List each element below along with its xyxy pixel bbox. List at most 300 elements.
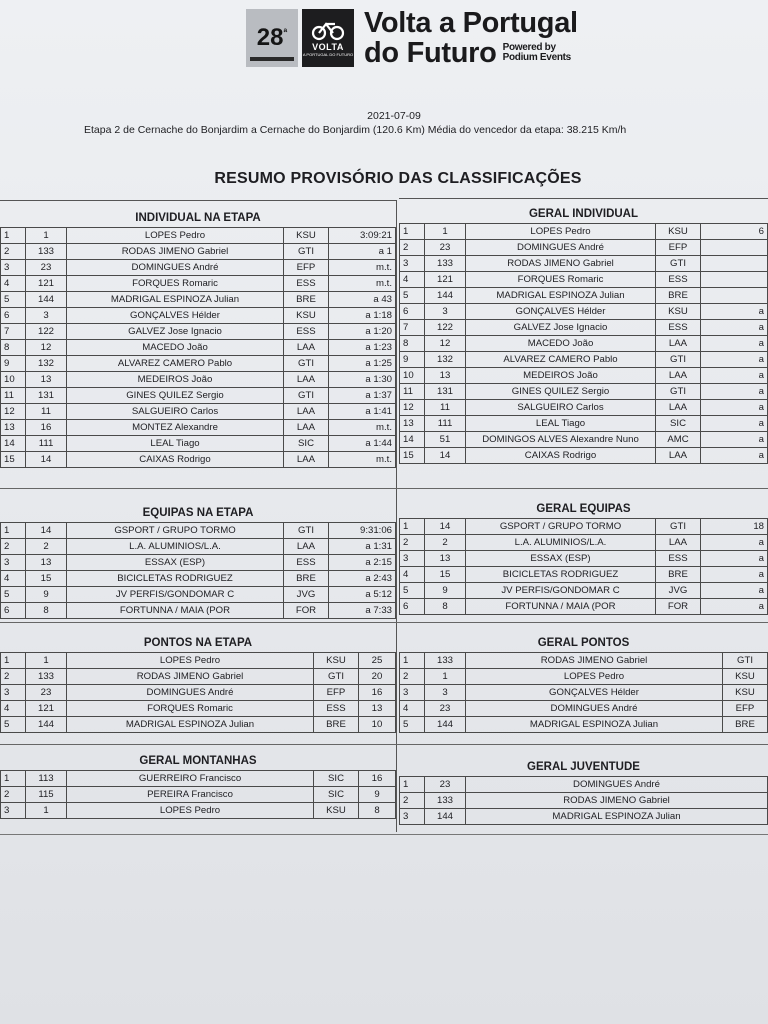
name-cell: MADRIGAL ESPINOZA Julian — [466, 717, 723, 733]
name-cell: BICICLETAS RODRIGUEZ — [466, 567, 656, 583]
youth-panel — [399, 750, 768, 825]
table-row — [1, 701, 396, 717]
table-row — [1, 452, 396, 468]
bib-cell: 144 — [425, 809, 466, 825]
bib-cell: 23 — [26, 260, 67, 276]
bib-cell: 13 — [26, 555, 67, 571]
name-cell: DOMINGOS ALVES Alexandre Nuno — [466, 432, 656, 448]
bib-cell: 144 — [425, 717, 466, 733]
team-cell: LAA — [656, 336, 701, 352]
bib-cell: 132 — [425, 352, 466, 368]
name-cell: MACEDO João — [67, 340, 284, 356]
team-cell: ESS — [314, 701, 359, 717]
value-cell — [701, 240, 768, 256]
table-row — [400, 793, 768, 809]
rank-cell: 12 — [400, 400, 425, 416]
name-cell: DOMINGUES André — [67, 685, 314, 701]
rank-cell: 5 — [400, 583, 425, 599]
points-stage-panel — [0, 626, 396, 733]
brand-line1: Volta a Portugal — [364, 7, 578, 39]
bib-cell: 113 — [26, 771, 67, 787]
name-cell: SALGUEIRO Carlos — [67, 404, 284, 420]
name-cell: LOPES Pedro — [67, 228, 284, 244]
panel-title: GERAL JUVENTUDE — [527, 761, 640, 773]
team-cell: JVG — [284, 587, 329, 603]
name-cell: FORTUNNA / MAIA (POR — [466, 599, 656, 615]
rank-cell: 3 — [400, 551, 425, 567]
bib-cell: 133 — [425, 256, 466, 272]
section-divider — [0, 488, 768, 489]
bib-cell: 1 — [425, 669, 466, 685]
value-cell: m.t. — [329, 260, 396, 276]
name-cell: CAIXAS Rodrigo — [67, 452, 284, 468]
table-row — [1, 292, 396, 308]
bib-cell: 133 — [425, 793, 466, 809]
value-cell: a 1:18 — [329, 308, 396, 324]
bib-cell: 111 — [425, 416, 466, 432]
rank-cell: 4 — [1, 571, 26, 587]
rank-cell: 10 — [400, 368, 425, 384]
name-cell: LOPES Pedro — [466, 669, 723, 685]
name-cell: LOPES Pedro — [67, 653, 314, 669]
team-cell: EFP — [284, 260, 329, 276]
general-points-panel — [399, 626, 768, 733]
table-row — [400, 583, 768, 599]
rank-cell: 6 — [1, 308, 26, 324]
bib-cell: 13 — [425, 551, 466, 567]
name-cell: GONÇALVES Hélder — [466, 304, 656, 320]
table-row — [1, 653, 396, 669]
table-row — [1, 603, 396, 619]
rank-cell: 7 — [1, 324, 26, 340]
rank-cell: 15 — [400, 448, 425, 464]
name-cell: JV PERFIS/GONDOMAR C — [67, 587, 284, 603]
rank-cell: 11 — [1, 388, 26, 404]
bib-cell: 8 — [26, 603, 67, 619]
name-cell: GALVEZ Jose Ignacio — [466, 320, 656, 336]
name-cell: ALVAREZ CAMERO Pablo — [466, 352, 656, 368]
panel-title: GERAL EQUIPAS — [536, 503, 631, 515]
rank-cell: 4 — [1, 701, 26, 717]
table-row — [400, 599, 768, 615]
name-cell: MACEDO João — [466, 336, 656, 352]
bib-cell: 13 — [425, 368, 466, 384]
team-cell: BRE — [284, 292, 329, 308]
edition-bar — [250, 57, 294, 61]
table-row — [1, 324, 396, 340]
value-cell: a 2:15 — [329, 555, 396, 571]
team-cell: LAA — [284, 340, 329, 356]
points-stage-table — [0, 652, 396, 733]
rank-cell: 3 — [1, 555, 26, 571]
table-row — [400, 432, 768, 448]
rank-cell: 9 — [400, 352, 425, 368]
team-cell: JVG — [656, 583, 701, 599]
table-row — [1, 260, 396, 276]
points-cell: 13 — [359, 701, 396, 717]
team-cell: ESS — [656, 272, 701, 288]
bib-cell: 121 — [26, 276, 67, 292]
rank-cell: 7 — [400, 320, 425, 336]
table-row — [1, 803, 396, 819]
bib-cell: 131 — [425, 384, 466, 400]
value-cell: a 1 — [329, 244, 396, 260]
bib-cell: 133 — [425, 653, 466, 669]
bib-cell: 23 — [425, 701, 466, 717]
points-cell: 8 — [359, 803, 396, 819]
rank-cell: 4 — [400, 567, 425, 583]
name-cell: SALGUEIRO Carlos — [466, 400, 656, 416]
value-cell: a 1:31 — [329, 539, 396, 555]
team-cell: GTI — [656, 256, 701, 272]
team-cell: GTI — [284, 388, 329, 404]
bib-cell: 3 — [425, 685, 466, 701]
bib-cell: 9 — [425, 583, 466, 599]
individual-stage-panel — [0, 200, 396, 468]
bike-logo-mark — [302, 9, 354, 67]
name-cell: LEAL Tiago — [466, 416, 656, 432]
rank-cell: 3 — [1, 803, 26, 819]
powered-line1: Powered by — [502, 42, 556, 53]
bib-cell: 144 — [425, 288, 466, 304]
value-cell: m.t. — [329, 276, 396, 292]
rank-cell: 1 — [1, 523, 26, 539]
individual-stage-table — [0, 227, 396, 468]
rank-cell: 6 — [400, 599, 425, 615]
bib-cell: 13 — [26, 372, 67, 388]
value-cell: a 1:41 — [329, 404, 396, 420]
name-cell: DOMINGUES André — [466, 701, 723, 717]
rank-cell: 9 — [1, 356, 26, 372]
rank-cell: 3 — [1, 260, 26, 276]
team-cell: KSU — [723, 685, 768, 701]
team-cell: KSU — [284, 308, 329, 324]
value-cell: a — [701, 416, 768, 432]
table-row — [1, 685, 396, 701]
rank-cell: 13 — [1, 420, 26, 436]
rank-cell: 5 — [400, 717, 425, 733]
name-cell: GUERREIRO Francisco — [67, 771, 314, 787]
team-cell: SIC — [314, 787, 359, 803]
rank-cell: 5 — [400, 288, 425, 304]
rank-cell: 3 — [400, 256, 425, 272]
general-individual-table — [399, 223, 768, 464]
name-cell: MADRIGAL ESPINOZA Julian — [466, 288, 656, 304]
name-cell: DOMINGUES André — [67, 260, 284, 276]
bib-cell: 121 — [26, 701, 67, 717]
rank-cell: 6 — [400, 304, 425, 320]
bib-cell: 122 — [425, 320, 466, 336]
value-cell: 6 — [701, 224, 768, 240]
general-teams-panel — [399, 492, 768, 615]
table-row — [400, 256, 768, 272]
value-cell: a 5:12 — [329, 587, 396, 603]
team-cell: BRE — [314, 717, 359, 733]
team-cell: LAA — [656, 400, 701, 416]
teams-stage-panel — [0, 496, 396, 619]
rank-cell: 2 — [1, 669, 26, 685]
table-row — [1, 420, 396, 436]
teams-stage-table — [0, 522, 396, 619]
bib-cell: 12 — [26, 340, 67, 356]
team-cell: LAA — [284, 404, 329, 420]
table-row — [1, 404, 396, 420]
name-cell: FORQUES Romaric — [466, 272, 656, 288]
name-cell: RODAS JIMENO Gabriel — [67, 669, 314, 685]
rank-cell: 5 — [1, 292, 26, 308]
rank-cell: 13 — [400, 416, 425, 432]
name-cell: MEDEIROS João — [67, 372, 284, 388]
table-row — [1, 372, 396, 388]
stage-info: Etapa 2 de Cernache do Bonjardim a Cernache do Bonjardim (120.6 Km) Média do vencedor da etapa: 38.215 Km/h — [84, 124, 627, 136]
table-row — [400, 809, 768, 825]
rank-cell: 5 — [1, 587, 26, 603]
table-row — [1, 771, 396, 787]
name-cell: ESSAX (ESP) — [67, 555, 284, 571]
rank-cell: 2 — [1, 244, 26, 260]
team-cell: SIC — [314, 771, 359, 787]
value-cell: a — [701, 368, 768, 384]
team-cell: GTI — [284, 244, 329, 260]
name-cell: RODAS JIMENO Gabriel — [466, 653, 723, 669]
table-row — [400, 400, 768, 416]
name-cell: MEDEIROS João — [466, 368, 656, 384]
bib-cell: 1 — [425, 224, 466, 240]
team-cell: LAA — [656, 448, 701, 464]
team-cell: KSU — [314, 803, 359, 819]
bib-cell: 144 — [26, 292, 67, 308]
table-row — [400, 304, 768, 320]
table-row — [400, 685, 768, 701]
name-cell: BICICLETAS RODRIGUEZ — [67, 571, 284, 587]
value-cell: a — [701, 432, 768, 448]
name-cell: FORQUES Romaric — [67, 701, 314, 717]
table-row — [400, 567, 768, 583]
team-cell: BRE — [656, 288, 701, 304]
table-row — [1, 308, 396, 324]
points-cell: 16 — [359, 685, 396, 701]
bib-cell: 1 — [26, 653, 67, 669]
rank-cell: 8 — [1, 340, 26, 356]
rank-cell: 3 — [1, 685, 26, 701]
table-row — [1, 356, 396, 372]
rank-cell: 15 — [1, 452, 26, 468]
mark-line2: A PORTUGAL DO FUTURO — [302, 51, 354, 57]
value-cell: a 1:44 — [329, 436, 396, 452]
bib-cell: 15 — [425, 567, 466, 583]
section-divider — [0, 622, 768, 623]
value-cell: a 1:37 — [329, 388, 396, 404]
value-cell: a — [701, 583, 768, 599]
panel-title: PONTOS NA ETAPA — [143, 637, 253, 649]
table-row — [400, 717, 768, 733]
table-row — [1, 717, 396, 733]
table-row — [1, 555, 396, 571]
bib-cell: 9 — [26, 587, 67, 603]
rank-cell: 1 — [400, 224, 425, 240]
name-cell: LOPES Pedro — [67, 803, 314, 819]
rank-cell: 11 — [400, 384, 425, 400]
table-row — [1, 787, 396, 803]
team-cell: BRE — [723, 717, 768, 733]
team-cell: BRE — [656, 567, 701, 583]
value-cell: a 43 — [329, 292, 396, 308]
name-cell: MONTEZ Alexandre — [67, 420, 284, 436]
value-cell: a — [701, 384, 768, 400]
rank-cell: 12 — [1, 404, 26, 420]
edition-badge — [246, 9, 298, 67]
name-cell: RODAS JIMENO Gabriel — [67, 244, 284, 260]
table-row — [1, 669, 396, 685]
name-cell: RODAS JIMENO Gabriel — [466, 256, 656, 272]
name-cell: MADRIGAL ESPINOZA Julian — [67, 717, 314, 733]
bicycle-icon — [311, 20, 345, 42]
table-row — [400, 777, 768, 793]
bib-cell: 8 — [425, 599, 466, 615]
bib-cell: 14 — [26, 523, 67, 539]
rank-cell: 2 — [400, 240, 425, 256]
name-cell: JV PERFIS/GONDOMAR C — [466, 583, 656, 599]
mountain-table — [0, 770, 396, 819]
powered-line2: Podium Events — [502, 52, 571, 63]
youth-table — [399, 776, 768, 825]
team-cell: AMC — [656, 432, 701, 448]
bib-cell: 1 — [26, 228, 67, 244]
bib-cell: 115 — [26, 787, 67, 803]
rank-cell: 2 — [400, 793, 425, 809]
column-divider — [396, 200, 397, 832]
table-row — [400, 519, 768, 535]
name-cell: LEAL Tiago — [67, 436, 284, 452]
name-cell: CAIXAS Rodrigo — [466, 448, 656, 464]
value-cell: a — [701, 551, 768, 567]
bib-cell: 11 — [425, 400, 466, 416]
panel-title: INDIVIDUAL NA ETAPA — [135, 212, 261, 224]
name-cell: GALVEZ Jose Ignacio — [67, 324, 284, 340]
name-cell: DOMINGUES André — [466, 240, 656, 256]
value-cell: a 1:25 — [329, 356, 396, 372]
bib-cell: 133 — [26, 244, 67, 260]
table-row — [1, 276, 396, 292]
points-cell: 9 — [359, 787, 396, 803]
team-cell: BRE — [284, 571, 329, 587]
table-row — [1, 539, 396, 555]
bib-cell: 111 — [26, 436, 67, 452]
name-cell: MADRIGAL ESPINOZA Julian — [466, 809, 768, 825]
table-row — [1, 523, 396, 539]
mark-line1: VOLTA — [312, 41, 344, 52]
value-cell: 18 — [701, 519, 768, 535]
rank-cell: 1 — [400, 653, 425, 669]
team-cell: EFP — [314, 685, 359, 701]
general-points-table — [399, 652, 768, 733]
table-row — [400, 352, 768, 368]
value-cell: 3:09:21 — [329, 228, 396, 244]
rank-cell: 14 — [1, 436, 26, 452]
table-row — [1, 571, 396, 587]
bib-cell: 11 — [26, 404, 67, 420]
team-cell: LAA — [656, 535, 701, 551]
value-cell: a — [701, 400, 768, 416]
team-cell: LAA — [284, 539, 329, 555]
value-cell: m.t. — [329, 452, 396, 468]
bib-cell: 23 — [425, 777, 466, 793]
value-cell — [701, 256, 768, 272]
general-individual-panel — [399, 198, 768, 464]
team-cell: ESS — [284, 276, 329, 292]
team-cell: ESS — [284, 555, 329, 571]
edition-suffix: ª — [283, 28, 288, 39]
name-cell: RODAS JIMENO Gabriel — [466, 793, 768, 809]
name-cell: DOMINGUES André — [466, 777, 768, 793]
bib-cell: 3 — [26, 308, 67, 324]
rank-cell: 10 — [1, 372, 26, 388]
name-cell: GINES QUILEZ Sergio — [466, 384, 656, 400]
table-row — [400, 240, 768, 256]
bib-cell: 132 — [26, 356, 67, 372]
name-cell: GONÇALVES Hélder — [67, 308, 284, 324]
rank-cell: 2 — [1, 787, 26, 803]
rank-cell: 1 — [400, 519, 425, 535]
name-cell: GSPORT / GRUPO TORMO — [466, 519, 656, 535]
bib-cell: 12 — [425, 336, 466, 352]
table-row — [1, 340, 396, 356]
rank-cell: 4 — [1, 276, 26, 292]
rank-cell: 4 — [400, 272, 425, 288]
team-cell: ESS — [284, 324, 329, 340]
table-row — [1, 587, 396, 603]
table-row — [1, 228, 396, 244]
rank-cell: 3 — [400, 685, 425, 701]
value-cell: a — [701, 320, 768, 336]
team-cell: SIC — [284, 436, 329, 452]
name-cell: ESSAX (ESP) — [466, 551, 656, 567]
points-cell: 25 — [359, 653, 396, 669]
panel-title: GERAL PONTOS — [537, 637, 630, 649]
team-cell: ESS — [656, 551, 701, 567]
name-cell: GSPORT / GRUPO TORMO — [67, 523, 284, 539]
team-cell: GTI — [723, 653, 768, 669]
value-cell: a — [701, 448, 768, 464]
value-cell: a 1:30 — [329, 372, 396, 388]
team-cell: EFP — [656, 240, 701, 256]
table-row — [400, 416, 768, 432]
value-cell: a — [701, 535, 768, 551]
bib-cell: 14 — [425, 519, 466, 535]
rank-cell: 14 — [400, 432, 425, 448]
value-cell: a — [701, 599, 768, 615]
name-cell: FORQUES Romaric — [67, 276, 284, 292]
points-cell: 16 — [359, 771, 396, 787]
team-cell: LAA — [656, 368, 701, 384]
panel-title: EQUIPAS NA ETAPA — [142, 507, 254, 519]
panel-title: GERAL INDIVIDUAL — [528, 208, 639, 220]
value-cell: 9:31:06 — [329, 523, 396, 539]
name-cell: ALVAREZ CAMERO Pablo — [67, 356, 284, 372]
value-cell: m.t. — [329, 420, 396, 436]
name-cell: MADRIGAL ESPINOZA Julian — [67, 292, 284, 308]
name-cell: GINES QUILEZ Sergio — [67, 388, 284, 404]
page-bottom-line — [0, 834, 768, 835]
team-cell: KSU — [723, 669, 768, 685]
points-cell: 20 — [359, 669, 396, 685]
bib-cell: 16 — [26, 420, 67, 436]
name-cell: PEREIRA Francisco — [67, 787, 314, 803]
bib-cell: 144 — [26, 717, 67, 733]
team-cell: GTI — [314, 669, 359, 685]
panel-title: GERAL MONTANHAS — [139, 755, 257, 767]
team-cell: KSU — [656, 304, 701, 320]
